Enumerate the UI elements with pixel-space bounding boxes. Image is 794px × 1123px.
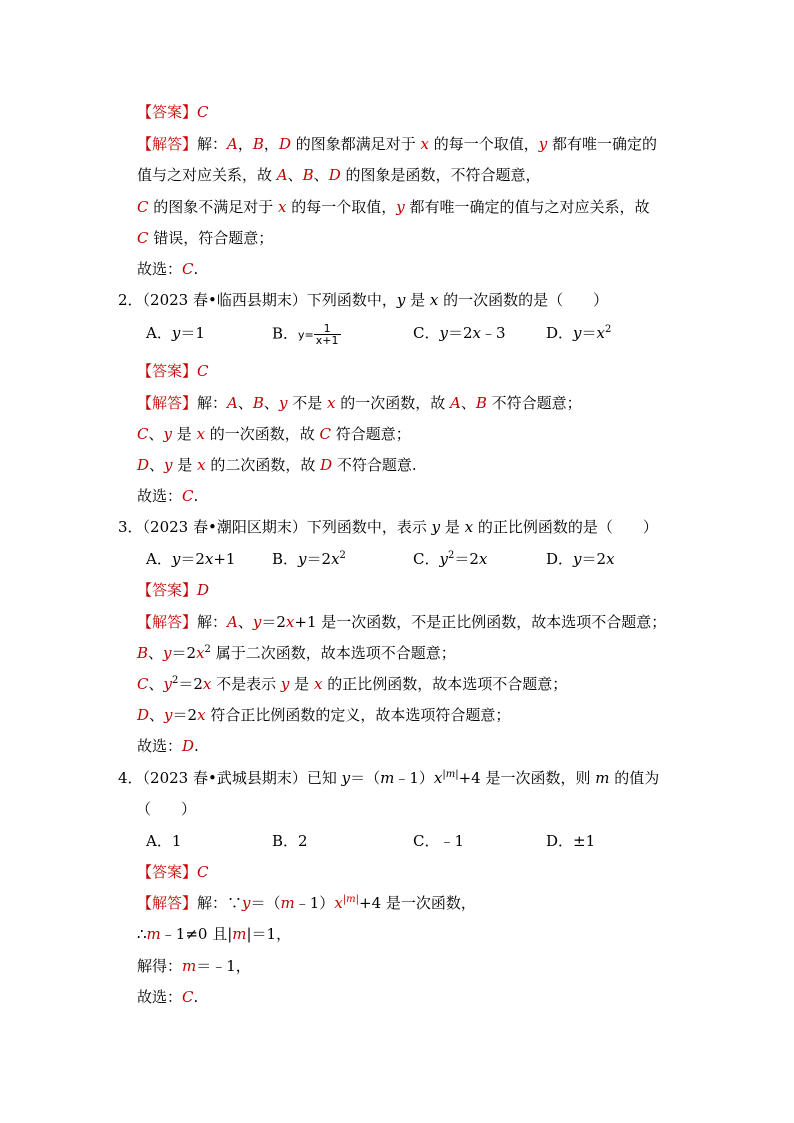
text: 属于二次函数，故本选项不合题意； [210, 644, 456, 662]
var: x [197, 706, 206, 724]
text: 是 [172, 456, 198, 474]
label: B． [272, 832, 299, 850]
text: +1 [213, 550, 236, 568]
text: 的二次函数，故 [205, 456, 321, 474]
text: |＝1， [246, 925, 292, 943]
var: C [137, 198, 149, 216]
q3-option-a [146, 549, 235, 569]
var: y [164, 706, 173, 724]
answer-value: D [197, 581, 210, 599]
var: y [242, 894, 251, 912]
var: m [182, 957, 197, 975]
text: （ ） [136, 800, 197, 818]
q3-solution-line-1 [137, 612, 666, 632]
var: y [163, 675, 172, 693]
q4-option-c [413, 831, 464, 851]
q2-option-a [146, 323, 205, 343]
var: C [319, 425, 332, 443]
var: C [182, 260, 194, 278]
var: A [227, 613, 238, 631]
q3-option-c [413, 549, 487, 569]
text: 解得： [137, 957, 183, 975]
q4-answer-line [137, 862, 209, 882]
var: x [313, 675, 323, 693]
q3-solution-line-3 [137, 674, 567, 694]
var: x [420, 135, 429, 153]
var: x [596, 324, 605, 342]
var: B [475, 394, 487, 412]
var: B [252, 394, 264, 412]
q2-option-c [413, 323, 506, 343]
text: ＝2 [306, 550, 332, 568]
superscript: 2 [339, 550, 346, 561]
prev-solution-line-4 [137, 228, 273, 248]
text: . [193, 260, 199, 278]
text: . [194, 737, 199, 755]
text: ＝1 [180, 324, 205, 342]
text: 符合正比例函数的定义，故本选项符合题意； [205, 706, 511, 724]
text: 、 [148, 644, 164, 662]
var: y [341, 769, 351, 787]
text: 不是 [287, 394, 327, 412]
answer-tag: 【答案】 [137, 581, 198, 599]
q3-solution-line-4 [137, 705, 510, 725]
q3-option-b [272, 549, 346, 569]
text: 的每一个取值， [428, 135, 539, 153]
var: B [252, 135, 264, 153]
text: 的正比例函数的是（ ） [473, 518, 658, 536]
var: y [280, 675, 290, 693]
solution-tag: 【解答】 [137, 135, 198, 153]
text: 解：∵ [197, 894, 243, 912]
var: x [478, 550, 488, 568]
q4-option-b [272, 831, 308, 851]
q2-option-b [272, 323, 341, 346]
answer-tag: 【答案】 [137, 362, 198, 380]
solution-tag: 【解答】 [137, 394, 198, 412]
text: 的图象都满足对于 [290, 135, 421, 153]
var: y [396, 291, 406, 309]
text: ＝2 [172, 706, 198, 724]
text: 、 [287, 166, 303, 184]
denominator: x+1 [315, 334, 339, 347]
var: x [196, 644, 205, 662]
text: 、 [148, 675, 164, 693]
text: 解： [197, 135, 228, 153]
text: . [193, 988, 199, 1006]
text: 2 [298, 832, 308, 850]
q4-stem-paren [136, 799, 196, 819]
q4-option-a [146, 831, 181, 851]
var: A [227, 394, 238, 412]
prev-solution-line-1 [137, 134, 657, 154]
var: x [202, 675, 212, 693]
var: C [137, 229, 149, 247]
text: 解： [197, 394, 228, 412]
var: y [252, 613, 262, 631]
superscript: |m| [342, 894, 360, 905]
text: 、 [313, 166, 329, 184]
var: D [278, 135, 291, 153]
text: 是 [171, 425, 197, 443]
text: 的正比例函数，故本选项不合题意； [322, 675, 568, 693]
text: ＝2 [171, 644, 197, 662]
prev-answer-line [137, 102, 209, 122]
q2-option-d [546, 323, 611, 343]
var: x [196, 425, 205, 443]
text: ＝2 [447, 324, 473, 342]
q4-final [137, 987, 198, 1007]
superscript: |m| [442, 769, 459, 780]
answer-tag: 【答案】 [137, 863, 198, 881]
text: . [193, 487, 199, 505]
text: 是 [405, 291, 430, 309]
var: m [380, 769, 395, 787]
var: B [137, 644, 149, 662]
var: y [439, 550, 448, 568]
label: A． [146, 324, 172, 342]
text: +1 是一次函数，不是正比例函数，故本选项不合题意； [294, 613, 667, 631]
var: D [328, 166, 341, 184]
q3-stem [118, 517, 658, 537]
text: ＝﹣1， [196, 957, 251, 975]
text: 、 [149, 456, 165, 474]
text: 故选： [137, 988, 183, 1006]
prev-solution-line-3 [137, 197, 650, 217]
text: ＝2 [454, 550, 479, 568]
var: D [320, 456, 333, 474]
text: 符合题意； [331, 425, 411, 443]
label: B． [272, 324, 299, 343]
var: y [171, 324, 181, 342]
text: 故选： [137, 487, 183, 505]
text: 、 [149, 706, 165, 724]
var: y [396, 198, 405, 216]
text: 是 [440, 518, 465, 536]
solution-tag: 【解答】 [137, 894, 198, 912]
var: B [302, 166, 314, 184]
q2-solution-line-1 [137, 393, 582, 413]
var: y [573, 324, 582, 342]
text: 、 [460, 394, 476, 412]
text: 的值为 [609, 769, 660, 787]
text: 的图象是函数，不符合题意， [340, 166, 541, 184]
text: 都有唯一确定的值与之对应关系，故 [404, 198, 650, 216]
text: 值与之对应关系，故 [137, 166, 277, 184]
var: y [431, 518, 441, 536]
var: y [164, 456, 173, 474]
q3-option-d [546, 549, 615, 569]
text: 的每一个取值， [286, 198, 397, 216]
var: y [439, 324, 448, 342]
var: x [278, 198, 287, 216]
text: ＝2 [178, 675, 203, 693]
var: C [137, 675, 149, 693]
solution-tag: 【解答】 [137, 613, 198, 631]
text: 的一次函数的是（ ） [438, 291, 609, 309]
var: C [182, 487, 194, 505]
var: x [285, 613, 295, 631]
text: 1 [171, 832, 182, 850]
label: C． [413, 832, 440, 850]
q2-final [137, 486, 198, 506]
label: A． [146, 550, 172, 568]
q4-option-d [546, 831, 595, 851]
text: 不符合题意； [486, 394, 582, 412]
text: 的一次函数，故 [205, 425, 320, 443]
var: A [227, 135, 238, 153]
text: 故选： [137, 260, 183, 278]
text: ， [237, 135, 253, 153]
answer-tag: 【答案】 [137, 103, 198, 121]
var: y [171, 550, 181, 568]
var: x [331, 550, 340, 568]
q2-solution-line-3 [137, 455, 417, 475]
label: D． [546, 550, 574, 568]
q2-stem [118, 290, 608, 310]
answer-value: C [197, 103, 209, 121]
var: x [326, 394, 336, 412]
text: ＝2 [581, 550, 607, 568]
text: ＝2 [180, 550, 205, 568]
text: 、 [237, 613, 253, 631]
q3-answer-line [137, 580, 209, 600]
label: C． [413, 324, 440, 342]
var: x [429, 291, 439, 309]
text: 、 [237, 394, 253, 412]
answer-value: C [197, 362, 209, 380]
var: y [278, 394, 288, 412]
text: 错误，符合题意； [148, 229, 274, 247]
q4-solution-line-1 [137, 893, 476, 913]
q2-answer-line [137, 361, 209, 381]
text: ∴ [137, 925, 147, 943]
var: y [163, 644, 172, 662]
text: 、 [263, 394, 279, 412]
q3-solution-line-2 [137, 643, 456, 663]
text: ﹣1） [394, 769, 434, 787]
var: C [137, 425, 149, 443]
superscript: 2 [447, 550, 455, 561]
var: m [280, 894, 295, 912]
text: 的图象不满足对于 [148, 198, 279, 216]
var: D [182, 737, 195, 755]
var: x [464, 518, 474, 536]
text: ， [263, 135, 279, 153]
var: C [182, 988, 194, 1006]
fraction [314, 323, 341, 346]
var: y [538, 135, 548, 153]
var: y [163, 425, 172, 443]
q4-solution-line-2 [137, 924, 291, 944]
text: 不是表示 [211, 675, 281, 693]
text: 4．（2023 春•武城县期末）已知 [118, 769, 342, 787]
var: m [595, 769, 610, 787]
var: y [298, 550, 307, 568]
text: ＝（ [250, 894, 281, 912]
text: 都有唯一确定的 [547, 135, 658, 153]
q4-solution-line-3 [137, 956, 251, 976]
var: A [449, 394, 461, 412]
superscript: 2 [605, 324, 612, 335]
text: +4 是一次函数， [359, 894, 476, 912]
label: C． [413, 550, 440, 568]
text: 2．（2023 春•临西县期末）下列函数中， [118, 291, 397, 309]
text: 、 [148, 425, 164, 443]
var: m [146, 925, 161, 943]
text: 解： [197, 613, 228, 631]
prev-final [137, 259, 198, 279]
label: D． [546, 324, 574, 342]
var: x [197, 456, 206, 474]
text: ﹣1） [294, 894, 335, 912]
var: m [232, 925, 247, 943]
text: ﹣1≠0 且| [160, 925, 233, 943]
superscript: 2 [204, 644, 211, 655]
text: 故选： [137, 737, 183, 755]
var: x [606, 550, 615, 568]
var: x [472, 324, 481, 342]
var: D [137, 456, 150, 474]
q2-solution-line-2 [137, 424, 411, 444]
text: ＝2 [261, 613, 286, 631]
label: A． [146, 832, 172, 850]
text: +4 是一次函数，则 [458, 769, 596, 787]
text: 是 [289, 675, 314, 693]
var: x [334, 894, 343, 912]
text: ﹣1 [439, 832, 465, 850]
var: x [204, 550, 214, 568]
text: ﹣3 [480, 324, 506, 342]
superscript: 2 [171, 675, 179, 686]
text: 3．（2023 春•潮阳区期末）下列函数中，表示 [118, 518, 432, 536]
answer-value: C [197, 863, 209, 881]
text: ＝ [581, 324, 597, 342]
text: y= [298, 328, 314, 342]
text: ＝（ [350, 769, 381, 787]
text: 不符合题意. [332, 456, 417, 474]
text: ±1 [573, 832, 596, 850]
label: B． [272, 550, 299, 568]
numerator: 1 [314, 323, 341, 335]
q4-stem [118, 768, 659, 788]
prev-solution-line-2 [137, 165, 541, 185]
text: 的一次函数，故 [335, 394, 450, 412]
var: D [137, 706, 150, 724]
label: D． [546, 832, 574, 850]
var: y [573, 550, 582, 568]
var: A [276, 166, 288, 184]
q3-final [137, 736, 199, 756]
var: x [433, 769, 443, 787]
